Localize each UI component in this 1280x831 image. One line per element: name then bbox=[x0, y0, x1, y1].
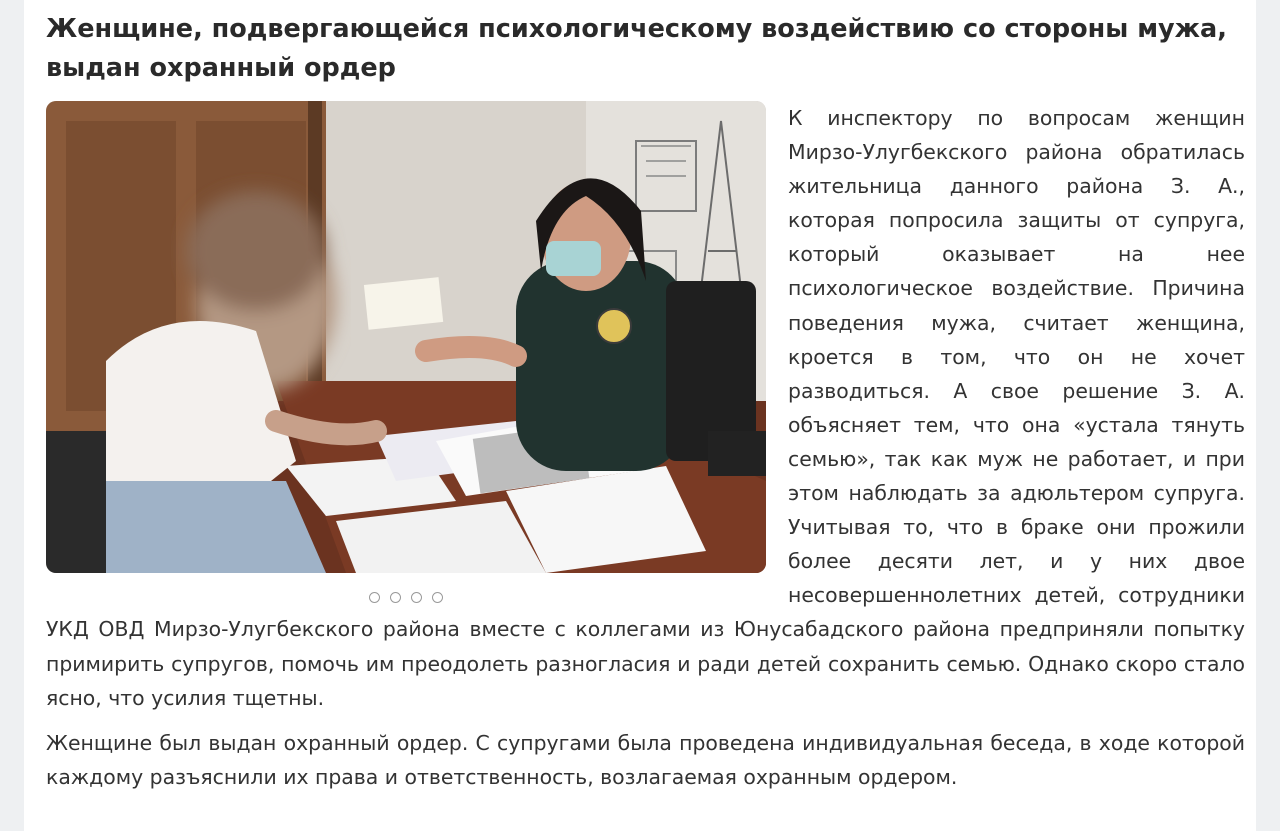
photo-illustration bbox=[46, 101, 766, 573]
photo-slider bbox=[46, 101, 766, 606]
article-body bbox=[46, 101, 1245, 794]
slider-dot-2[interactable] bbox=[390, 592, 401, 603]
article-title: Женщине, подвергающейся психологическому воздействию со стороны мужа, выдан охранный ордер bbox=[46, 14, 1227, 83]
article-paragraph-2: Женщине был выдан охранный ордер. С супругами была проведена индивидуальная беседа, в ходе которой каждому разъяснили их права и ответственность, возлагаемая охранным ордером. bbox=[46, 730, 1245, 789]
article-paragraph-1: К инспектору по вопросам женщин Мирзо-Улугбекского района обратилась жительница данного района З. А., которая попросила защиты от супруга, который оказывает на нее психологическое воздействие. Причина поведения мужа, считает женщина, кроется в том, что он не хочет разводиться. А свое решение З. А. объясняет тем, что она «устала тянуть семью», так как муж не работает, и при этом наблюдать за адюльтером супруга. Учитывая то, что в браке они прожили более десяти лет, и у них двое несовершеннолетних детей, сотрудники УКД ОВД Мирзо-Улугбекского района вместе с коллегами из Юнусабадского района предприняли попытку примирить супругов, помочь им преодолеть разногласия и ради детей сохранить семью. Однако скоро стало ясно, что усилия тщетны. bbox=[46, 106, 1245, 710]
slider-dot-1[interactable] bbox=[369, 592, 380, 603]
article-page bbox=[24, 0, 1256, 831]
slider-dot-3[interactable] bbox=[411, 592, 422, 603]
article-photo[interactable] bbox=[46, 101, 766, 573]
slider-dot-4[interactable] bbox=[432, 592, 443, 603]
slider-dots bbox=[46, 586, 766, 620]
